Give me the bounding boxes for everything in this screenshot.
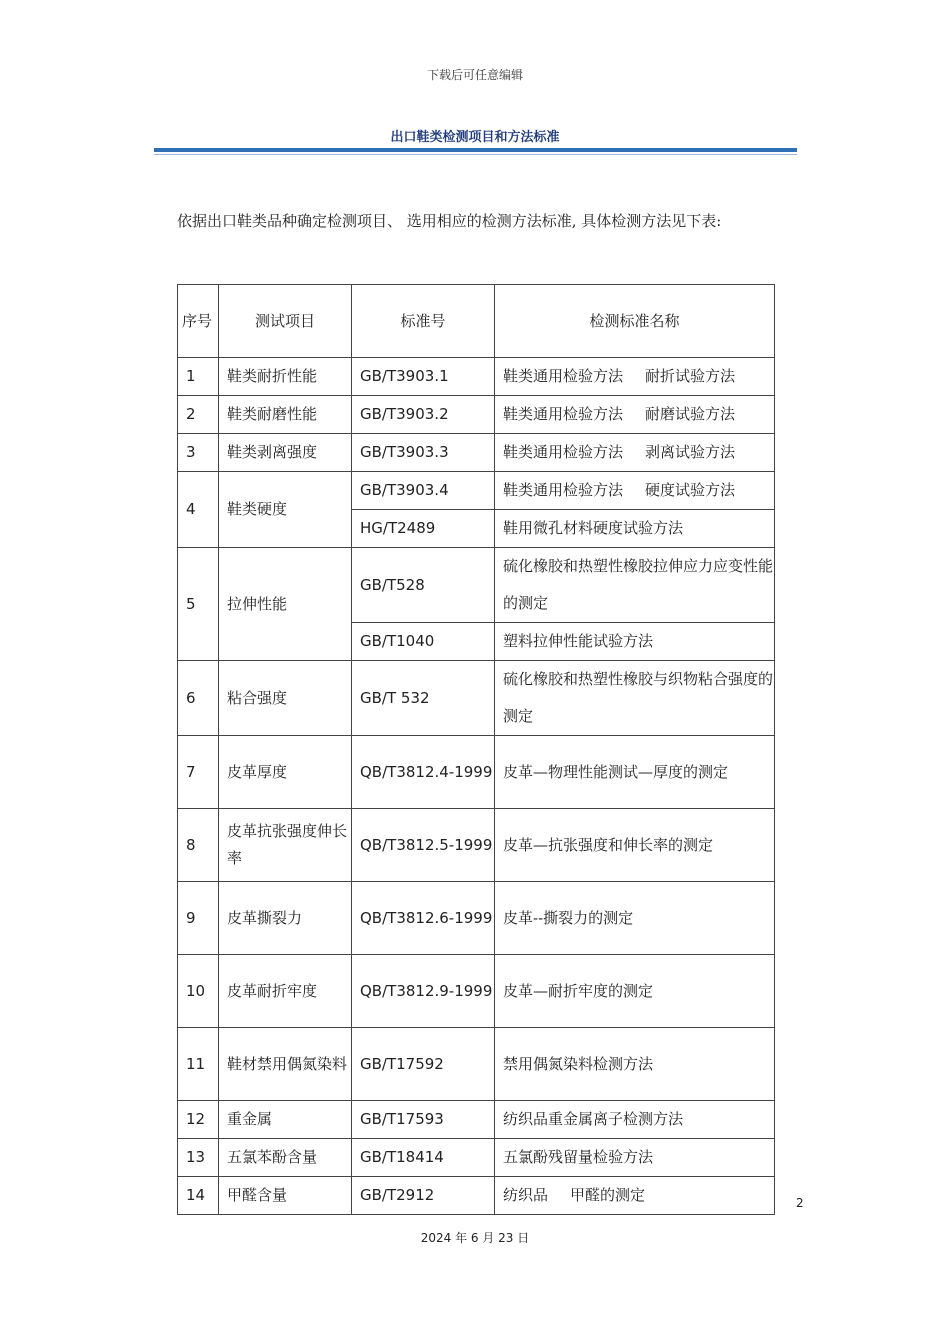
cell-no: 6 <box>178 661 219 736</box>
cell-no: 11 <box>178 1028 219 1101</box>
cell-name: 皮革—物理性能测试—厚度的测定 <box>495 736 775 809</box>
cell-name-part: 鞋类通用检验方法 <box>503 367 624 385</box>
cell-std: GB/T18414 <box>352 1139 495 1177</box>
cell-std: GB/T17593 <box>352 1101 495 1139</box>
cell-name <box>495 396 775 434</box>
cell-name: 硫化橡胶和热塑性橡胶拉伸应力应变性能的测定 <box>495 548 775 623</box>
table-row <box>178 396 775 434</box>
cell-std: QB/T3812.4-1999 <box>352 736 495 809</box>
cell-item: 重金属 <box>219 1101 352 1139</box>
cell-item: 拉伸性能 <box>219 548 352 661</box>
table-row <box>178 1177 775 1215</box>
cell-item: 鞋类硬度 <box>219 472 352 548</box>
cell-name: 纺织品重金属离子检测方法 <box>495 1101 775 1139</box>
table-row <box>178 358 775 396</box>
cell-item: 五氯苯酚含量 <box>219 1139 352 1177</box>
cell-item: 皮革耐折牢度 <box>219 955 352 1028</box>
table-row <box>178 955 775 1028</box>
cell-std: HG/T2489 <box>352 510 495 548</box>
cell-item: 皮革撕裂力 <box>219 882 352 955</box>
header-item: 测试项目 <box>219 285 352 358</box>
cell-item: 皮革抗张强度伸长率 <box>219 809 352 882</box>
cell-std: GB/T3903.2 <box>352 396 495 434</box>
cell-std: GB/T1040 <box>352 623 495 661</box>
header-name: 检测标准名称 <box>495 285 775 358</box>
table-row <box>178 548 775 623</box>
cell-no: 5 <box>178 548 219 661</box>
cell-name: 皮革—抗张强度和伸长率的测定 <box>495 809 775 882</box>
cell-item: 鞋类耐折性能 <box>219 358 352 396</box>
cell-std: GB/T3903.4 <box>352 472 495 510</box>
cell-name-part: 剥离试验方法 <box>645 443 736 461</box>
cell-item: 粘合强度 <box>219 661 352 736</box>
cell-name: 五氯酚残留量检验方法 <box>495 1139 775 1177</box>
cell-name <box>495 434 775 472</box>
cell-no: 14 <box>178 1177 219 1215</box>
cell-no: 13 <box>178 1139 219 1177</box>
cell-std: GB/T 532 <box>352 661 495 736</box>
cell-std: QB/T3812.5-1999 <box>352 809 495 882</box>
footer-date: 2024 年 6 月 23 日 <box>420 1231 530 1245</box>
cell-std: GB/T3903.1 <box>352 358 495 396</box>
page-number: 2 <box>796 1196 804 1210</box>
cell-name-part: 甲醛的测定 <box>570 1186 646 1204</box>
cell-no: 2 <box>178 396 219 434</box>
table-row <box>178 1101 775 1139</box>
title-rule-thin <box>154 154 797 155</box>
title-rule <box>154 148 797 152</box>
cell-no: 3 <box>178 434 219 472</box>
header-std: 标准号 <box>352 285 495 358</box>
header-note: 下载后可任意编辑 <box>426 68 523 82</box>
cell-name-part: 鞋类通用检验方法 <box>503 481 624 499</box>
cell-name <box>495 358 775 396</box>
cell-name: 塑料拉伸性能试验方法 <box>495 623 775 661</box>
cell-name-part: 耐折试验方法 <box>645 367 736 385</box>
cell-name-part: 鞋类通用检验方法 <box>503 443 624 461</box>
cell-std: QB/T3812.6-1999 <box>352 882 495 955</box>
cell-name: 鞋用微孔材料硬度试验方法 <box>495 510 775 548</box>
cell-name: 硫化橡胶和热塑性橡胶与织物粘合强度的测定 <box>495 661 775 736</box>
cell-no: 8 <box>178 809 219 882</box>
standards-table <box>177 284 775 1215</box>
cell-std: GB/T17592 <box>352 1028 495 1101</box>
cell-item: 鞋类剥离强度 <box>219 434 352 472</box>
cell-no: 9 <box>178 882 219 955</box>
header-seq: 序号 <box>178 285 219 358</box>
cell-item: 甲醛含量 <box>219 1177 352 1215</box>
table-row <box>178 882 775 955</box>
cell-item: 皮革厚度 <box>219 736 352 809</box>
cell-name: 皮革—耐折牢度的测定 <box>495 955 775 1028</box>
cell-name: 禁用偶氮染料检测方法 <box>495 1028 775 1101</box>
cell-std: GB/T528 <box>352 548 495 623</box>
cell-no: 7 <box>178 736 219 809</box>
cell-name-part: 纺织品 <box>503 1186 549 1204</box>
table-row <box>178 1028 775 1101</box>
cell-item: 鞋材禁用偶氮染料 <box>219 1028 352 1101</box>
table-header-row <box>178 285 775 358</box>
cell-std: GB/T2912 <box>352 1177 495 1215</box>
table-row <box>178 661 775 736</box>
cell-std: GB/T3903.3 <box>352 434 495 472</box>
intro-paragraph: 依据出口鞋类品种确定检测项目、 选用相应的检测方法标准, 具体检测方法见下表: <box>177 212 722 230</box>
table-row <box>178 434 775 472</box>
cell-name <box>495 472 775 510</box>
cell-item: 鞋类耐磨性能 <box>219 396 352 434</box>
cell-std: QB/T3812.9-1999 <box>352 955 495 1028</box>
table-row <box>178 809 775 882</box>
cell-name-part: 硬度试验方法 <box>645 481 736 499</box>
cell-name: 皮革--撕裂力的测定 <box>495 882 775 955</box>
table-row <box>178 736 775 809</box>
cell-no: 4 <box>178 472 219 548</box>
cell-name-part: 鞋类通用检验方法 <box>503 405 624 423</box>
table-row <box>178 1139 775 1177</box>
cell-name-part: 耐磨试验方法 <box>645 405 736 423</box>
cell-no: 12 <box>178 1101 219 1139</box>
cell-no: 1 <box>178 358 219 396</box>
document-title: 出口鞋类检测项目和方法标准 <box>390 130 560 145</box>
cell-name <box>495 1177 775 1215</box>
table-row <box>178 472 775 510</box>
cell-no: 10 <box>178 955 219 1028</box>
